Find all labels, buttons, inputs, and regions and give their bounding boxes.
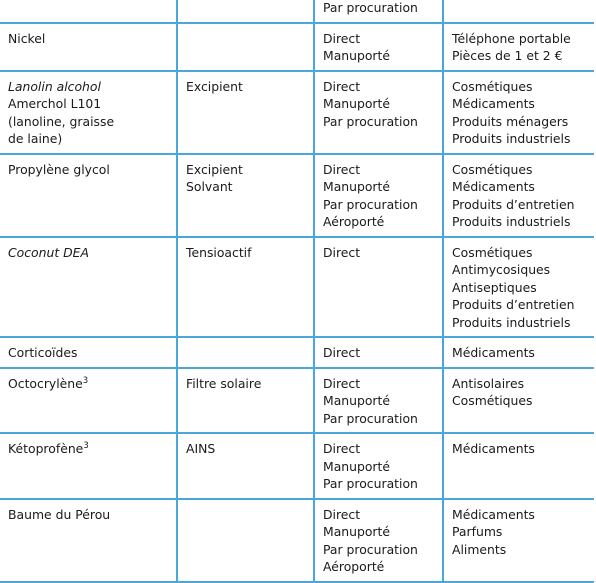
substance-name-detail: (lanoline, graisse — [8, 113, 115, 129]
product-line: Produits d’entretien — [452, 196, 575, 212]
exposure-line: Manuporté — [323, 179, 391, 194]
products-cell — [443, 237, 594, 338]
table-row — [0, 154, 594, 237]
exposure-line: Direct — [323, 161, 361, 177]
role-line: Tensioactif — [186, 244, 252, 260]
role-cell — [177, 154, 314, 237]
table-row — [0, 337, 594, 368]
footnote-marker: 3 — [82, 375, 89, 386]
exposure-cell — [314, 71, 443, 154]
exposure-cell — [314, 433, 443, 499]
product-line: Médicaments — [452, 441, 535, 456]
product-line: Antimycosiques — [452, 262, 551, 277]
role-cell — [177, 23, 314, 71]
product-line: Produits ménagers — [452, 113, 569, 129]
product-line: Médicaments — [452, 179, 535, 194]
product-line: Antiseptiques — [452, 279, 537, 295]
role-cell — [177, 499, 314, 582]
exposure-line: Par procuration — [323, 410, 418, 426]
exposure-line: Par procuration — [323, 196, 418, 212]
products-cell — [443, 368, 594, 434]
table-row — [0, 433, 594, 499]
product-line: Médicaments — [452, 506, 535, 522]
exposure-line: Direct — [323, 244, 361, 260]
substance-cell — [0, 499, 177, 582]
role-line: Filtre solaire — [186, 375, 262, 391]
products-cell — [443, 71, 594, 154]
products-cell — [443, 0, 594, 23]
footnote-marker: 3 — [83, 441, 89, 451]
substance-name-text: Kétoprofène — [8, 441, 84, 456]
exposure-cell — [314, 337, 443, 368]
substance-name: Corticoïdes — [8, 345, 78, 360]
substance-name: Baume du Pérou — [8, 506, 111, 522]
products-cell — [443, 499, 594, 582]
role-line: Excipient — [186, 161, 243, 177]
products-cell — [443, 154, 594, 237]
exposure-line: Aéroporté — [323, 559, 385, 574]
exposure-cell — [314, 23, 443, 71]
product-line: Cosmétiques — [452, 244, 533, 260]
role-cell — [177, 337, 314, 368]
table-row — [0, 499, 594, 582]
product-line: Antisolaires — [452, 375, 525, 391]
exposure-line: Direct — [323, 345, 361, 360]
role-cell — [177, 0, 314, 23]
product-line: Cosmétiques — [452, 78, 533, 94]
product-line: Cosmétiques — [452, 393, 533, 408]
substance-name: Coconut DEA — [8, 244, 89, 260]
role-line: Solvant — [186, 179, 233, 194]
products-cell — [443, 23, 594, 71]
product-line: Cosmétiques — [452, 161, 533, 177]
exposure-line: Direct — [323, 78, 361, 94]
substance-name-detail: de laine) — [8, 131, 63, 146]
product-line: Téléphone portable — [452, 30, 571, 46]
product-line: Produits industriels — [452, 131, 571, 146]
substance-cell — [0, 337, 177, 368]
substance-name-text: Octocrylène — [8, 375, 83, 391]
product-line: Produits industriels — [452, 214, 571, 229]
exposure-cell — [314, 154, 443, 237]
exposure-line: Direct — [323, 441, 361, 456]
exposure-line: Manuporté — [323, 96, 391, 111]
substance-cell — [0, 23, 177, 71]
substance-cell — [0, 154, 177, 237]
role-cell — [177, 433, 314, 499]
exposure-line: Par procuration — [323, 476, 418, 491]
product-line: Produits d’entretien — [452, 297, 575, 312]
products-cell — [443, 433, 594, 499]
exposure-line: Par procuration — [323, 0, 418, 15]
substance-name-detail: Amerchol L101 — [8, 96, 102, 111]
substance-name: Propylène glycol — [8, 161, 110, 177]
products-cell — [443, 337, 594, 368]
table-row — [0, 237, 594, 338]
exposure-line: Manuporté — [323, 458, 391, 474]
exposure-line: Par procuration — [323, 113, 418, 129]
exposure-cell — [314, 0, 443, 23]
exposure-line: Manuporté — [323, 524, 391, 539]
exposure-line: Direct — [323, 506, 361, 522]
role-cell — [177, 237, 314, 338]
substance-cell — [0, 71, 177, 154]
product-line: Pièces de 1 et 2 € — [452, 48, 563, 63]
substance-name — [8, 375, 170, 393]
exposure-line: Manuporté — [323, 48, 391, 63]
table-row — [0, 368, 594, 434]
table-row — [0, 23, 594, 71]
role-line: Excipient — [186, 78, 243, 94]
role-line: AINS — [186, 441, 216, 456]
table-row — [0, 0, 594, 23]
exposure-cell — [314, 368, 443, 434]
exposure-line: Direct — [323, 375, 361, 391]
role-cell — [177, 368, 314, 434]
exposure-line: Direct — [323, 30, 361, 46]
product-line: Parfums — [452, 524, 503, 539]
exposure-line: Par procuration — [323, 541, 418, 557]
product-line: Produits industriels — [452, 314, 571, 330]
substance-cell — [0, 237, 177, 338]
product-line: Médicaments — [452, 96, 535, 111]
substance-name: Lanolin alcohol — [8, 78, 101, 94]
substance-cell — [0, 368, 177, 434]
substance-cell — [0, 0, 177, 23]
role-cell — [177, 71, 314, 154]
exposure-line: Manuporté — [323, 393, 391, 408]
exposure-line: Aéroporté — [323, 214, 385, 229]
product-line: Médicaments — [452, 345, 535, 360]
exposure-cell — [314, 237, 443, 338]
product-line: Aliments — [452, 541, 507, 557]
substance-name — [8, 440, 170, 458]
exposure-cell — [314, 499, 443, 582]
table-row — [0, 71, 594, 154]
substance-name: Nickel — [8, 30, 46, 46]
substance-cell — [0, 433, 177, 499]
